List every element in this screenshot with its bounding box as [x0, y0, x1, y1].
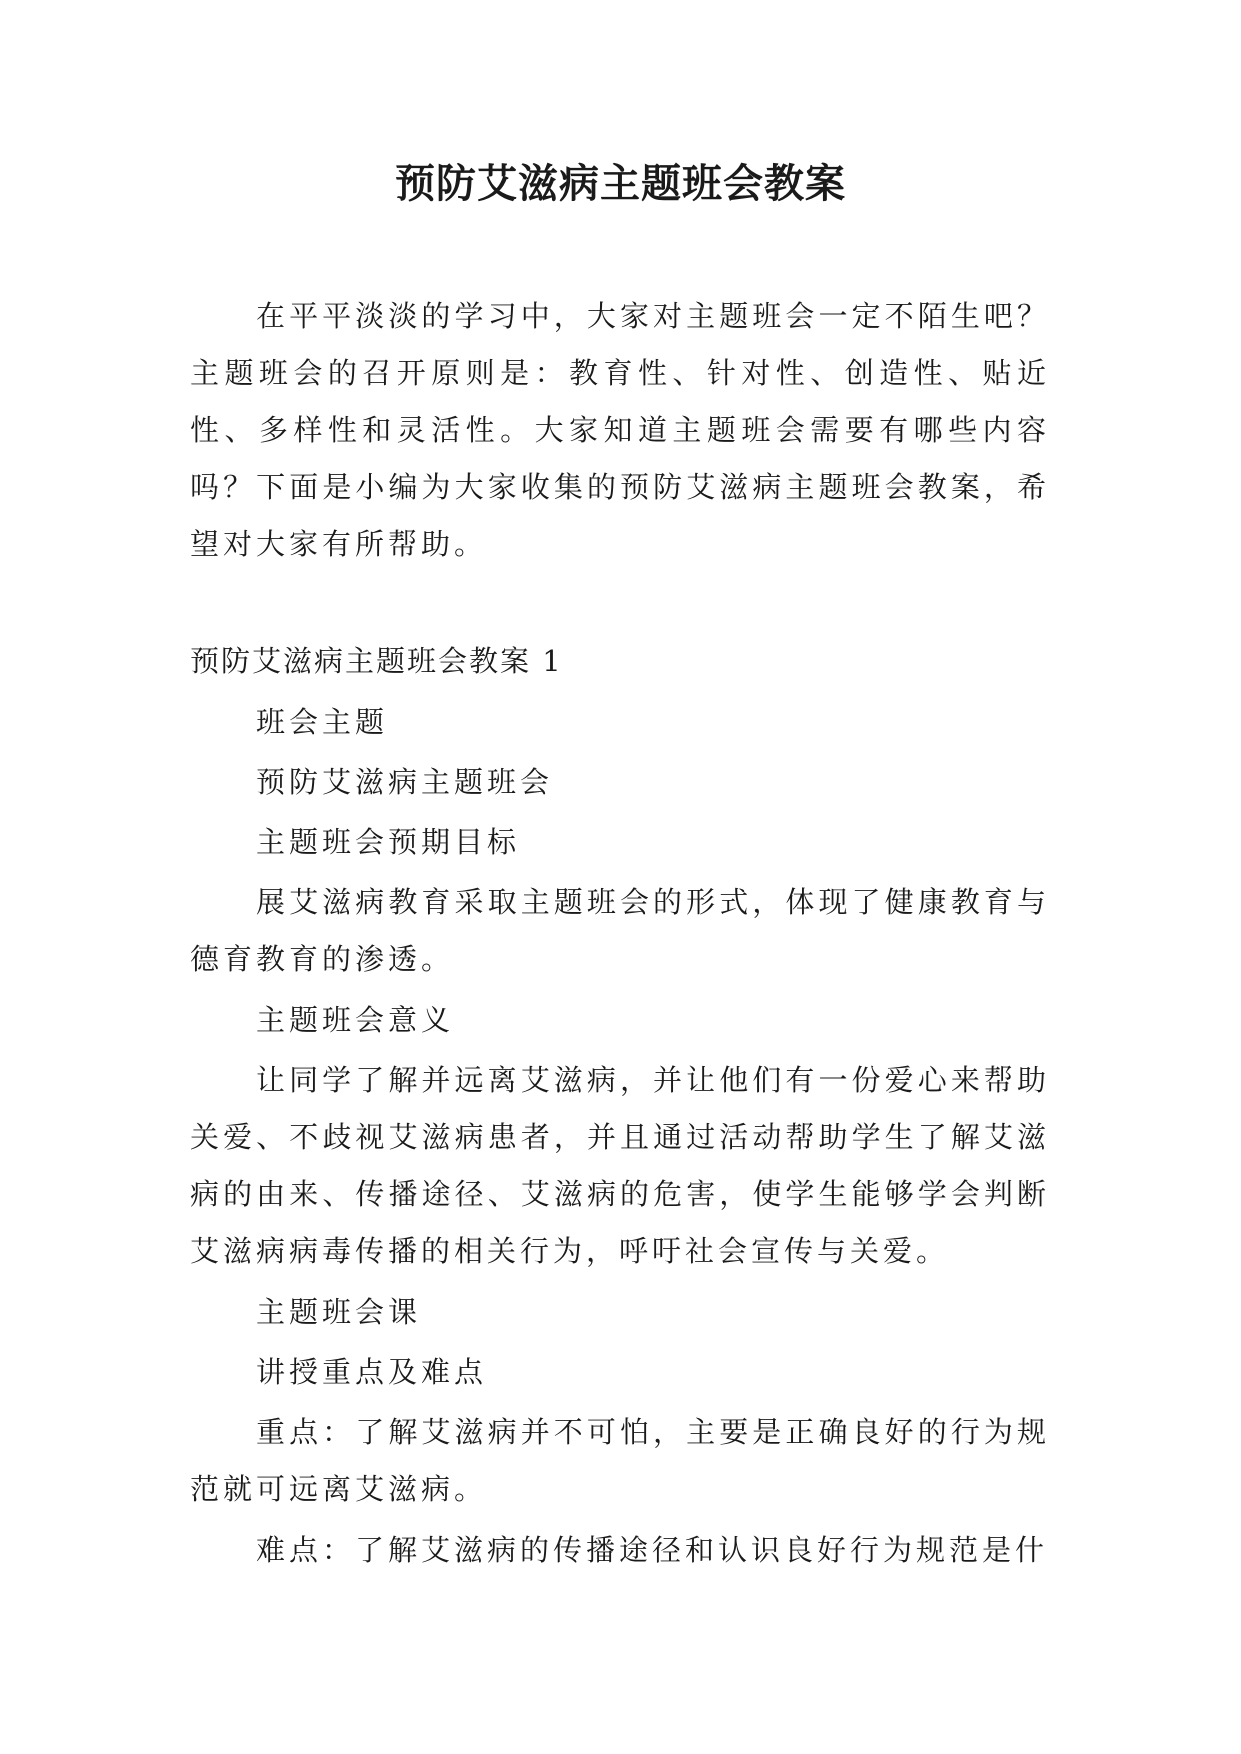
document-body	[190, 288, 1050, 1580]
paragraph-key-point: 重点：了解艾滋病并不可怕，主要是正确良好的行为规范就可远离艾滋病。	[190, 1415, 1050, 1506]
paragraph-class-theme: 预防艾滋病主题班会	[256, 765, 554, 799]
section-heading: 预防艾滋病主题班会教案 1	[190, 644, 563, 678]
paragraph-lesson-label: 主题班会课	[256, 1295, 422, 1329]
paragraph-class-theme-label: 班会主题	[256, 705, 389, 739]
paragraph-meaning: 让同学了解并远离艾滋病，并让他们有一份爱心来帮助关爱、不歧视艾滋病患者，并且通过活动帮助学生了解艾滋病的由来、传播途径、艾滋病的危害，使学生能够学会判断艾滋病病毒传播的相关行为，呼吁社会宣传与关爱。	[190, 1063, 1050, 1268]
intro-paragraph: 在平平淡淡的学习中，大家对主题班会一定不陌生吧？主题班会的召开原则是：教育性、针对性、创造性、贴近性、多样性和灵活性。大家知道主题班会需要有哪些内容吗？下面是小编为大家收集的预防艾滋病主题班会教案，希望对大家有所帮助。	[190, 299, 1050, 561]
paragraph-meaning-label: 主题班会意义	[256, 1003, 455, 1037]
paragraph-goal-label: 主题班会预期目标	[256, 825, 521, 859]
paragraph-goal: 展艾滋病教育采取主题班会的形式，体现了健康教育与德育教育的渗透。	[190, 885, 1050, 976]
document-title: 预防艾滋病主题班会教案	[395, 160, 846, 207]
paragraph-key-points-label: 讲授重点及难点	[256, 1355, 488, 1389]
paragraph-difficulty: 难点：了解艾滋病的传播途径和认识良好行为规范是什	[256, 1533, 1049, 1567]
